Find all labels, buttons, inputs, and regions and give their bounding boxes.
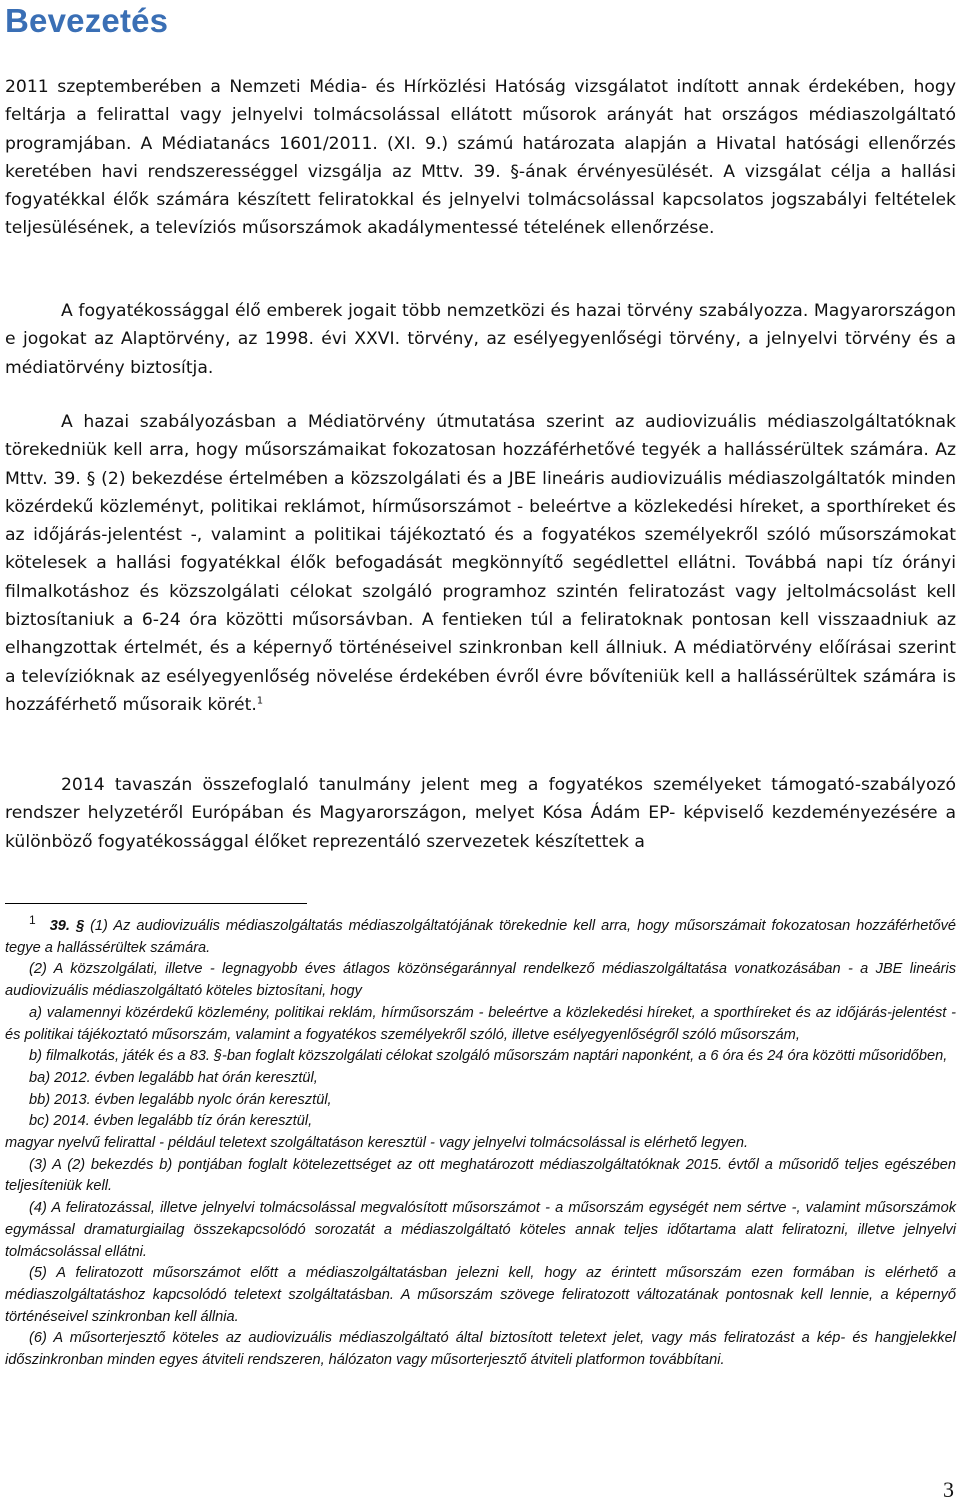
footnote-line-5: ba) 2012. évben legalább hat órán keresztül, — [29, 1069, 318, 1086]
footnote-line-9: (3) A (2) bekezdés b) pontjában foglalt kötelezettséget az ott meghatározott médiaszolgáltatóknak 2015. évtől a műsoridő teljes egészében teljesíteniük kell. — [5, 1156, 956, 1195]
paragraph-4-text: 2014 tavaszán összefoglaló tanulmány jelent meg a fogyatékos személyeket támogató-szabályozó rendszer helyzetéről Európában és Magyarországon, melyet Kósa Ádám EP- képviselő kezdeményezésére a különböző fogyatékossággal élőket reprezentáló szervezetek készítettek a — [5, 775, 956, 852]
footnote-line-8: magyar nyelvű felirattal - például teletext szolgáltatáson keresztül - vagy jelnyelvi tolmácsolással is elérhető legyen. — [5, 1135, 749, 1152]
footnote-line-12: (6) A műsorterjesztő köteles az audiovizuális médiaszolgáltató által biztosított teletext jelet, vagy más feliratozást a kép- és hangjelekkel időszinkronban minden egyes átviteli rendszeren, hálózaton vagy műsorterjesztő átviteli platformon továbbítani. — [5, 1330, 956, 1369]
footnote-text-1: (1) Az audiovizuális médiaszolgáltatás médiaszolgáltatójának törekednie kell arra, hogy műsorszámait fokozatosan hozzáférhetővé tegye a hallássérültek számára. — [5, 918, 956, 956]
footnote-line-2: (2) A közszolgálati, illetve - legnagyobb éves átlagos közönségaránnyal rendelkező médiaszolgáltatása vonatkozásában - a JBE lineáris audiovizuális médiaszolgáltató köteles biztosítani, hogy — [5, 961, 956, 1000]
footnote-line-3: a) valamennyi közérdekű közlemény, politikai reklám, hírműsorszám - beleértve a közlekedési híreket, a sporthíreket és az időjárás-jelentést - és politikai tájékoztató műsorszám, valamint a fogyatékos személyekről szóló, illetve esélyegyenlőségről szóló műsorszám, — [5, 1004, 956, 1043]
page-heading: Bevezetés — [5, 2, 169, 39]
footnote-block — [5, 913, 956, 1372]
footnote-separator — [5, 903, 307, 904]
footnote-line-6: bb) 2013. évben legalább nyolc órán keresztül, — [29, 1091, 332, 1108]
paragraph-4 — [5, 771, 956, 856]
paragraph-2 — [5, 297, 956, 382]
footnote-line-4: b) filmalkotás, játék és a 83. §-ban foglalt közszolgálati célokat szolgáló műsorszám naptári naponként, a 6 óra és 24 óra közötti műsoridőben, — [29, 1048, 948, 1065]
footnote-section-ref: 39. § — [49, 918, 85, 934]
paragraph-1-text: 2011 szeptemberében a Nemzeti Média- és Hírközlési Hatóság vizsgálatot indított annak érdekében, hogy feltárja a felirattal vagy jelnyelvi tolmácsolással ellátott műsorok arányát hat országos médiaszolgáltató programjában. A Médiatanács 1601/2011. (XI. 9.) számú határozata alapján a Hivatal hatósági ellenőrzés keretében havi rendszerességgel vizsgálja az Mttv. 39. §-ának érvényesülését. A vizsgálat célja a hallási fogyatékkal élők számára készített feliratokkal és jelnyelvi tolmácsolással kapcsolatos jogszabályi feltételek teljesülésének, a televíziós műsorszámok akadálymentessé tételének ellenőrzése. — [5, 77, 956, 239]
page-number: 3 — [943, 1477, 954, 1502]
paragraph-2-text: A fogyatékossággal élő emberek jogait több nemzetközi és hazai törvény szabályozza. Magyarországon e jogokat az Alaptörvény, az 1998. évi XXVI. törvény, az esélyegyenlőségi törvény, a jelnyelvi törvény és a médiatörvény biztosítja. — [5, 301, 956, 378]
footnote-line-1 — [5, 913, 956, 959]
paragraph-3 — [5, 408, 956, 719]
paragraph-1 — [5, 73, 956, 243]
footnote-line-10: (4) A feliratozással, illetve jelnyelvi tolmácsolással megvalósított műsorszámot - a műsorszám egységét nem sértve -, valamint műsorszámok egymással dramaturgiailag összekapcsolódó sorozatát a médiaszolgáltató köteles annak teljes időtartama alatt feliratozni, illetve jelnyelvi tolmácsolással ellátni. — [5, 1200, 956, 1260]
footnote-reference[interactable]: 1 — [256, 695, 264, 707]
footnote-number: 1 — [29, 913, 36, 928]
paragraph-3-text: A hazai szabályozásban a Médiatörvény útmutatása szerint az audiovizuális médiaszolgáltatóknak törekedniük kell arra, hogy műsorszámaikat fokozatosan hozzáférhetővé tegyék a hallássérültek számára. Az Mttv. 39. § (2) bekezdése értelmében a közszolgálati és a JBE lineáris audiovizuális médiaszolgáltatók minden közérdekű közleményt, politikai reklámot, hírműsorszámot - beleértve a közlekedési híreket, a sporthíreket és az időjárás-jelentést -, valamint a politikai tájékoztató és a fogyatékos személyekről szóló műsorszámokat kötelesek a hallási fogyatékkal élők befogadását megkönnyítő segédlettel ellátni. Továbbá napi tíz órányi filmalkotáshoz és közszolgálati célokat szolgáló programhoz szintén feliratozást vagy jeltolmácsolást kell biztosítaniuk a 6-24 óra közötti műsorsávban. A fentieken túl a feliratoknak pontosan kell visszaadniuk az elhangzottak értelmét, és a képernyő történéseivel szinkronban kell állniuk. A médiatörvény előírásai szerint a televízióknak az esélyegyenlőség növelése érdekében évről évre bővíteniük kell a hallássérültek számára is hozzáférhető műsoraik körét. — [5, 412, 956, 715]
footnote-line-7: bc) 2014. évben legalább tíz órán keresztül, — [29, 1113, 313, 1130]
footnote-line-11: (5) A feliratozott műsorszámot előtt a médiaszolgáltatásban jelezni kell, hogy az érintett műsorszám ezen formában is elérhető a médiaszolgáltatáshoz kapcsolódó teletext szolgáltatásban. A műsorszám szövege feliratozott változatának pontosnak kell lennie, a képernyő történéseivel szinkronban kell állnia. — [5, 1265, 956, 1325]
